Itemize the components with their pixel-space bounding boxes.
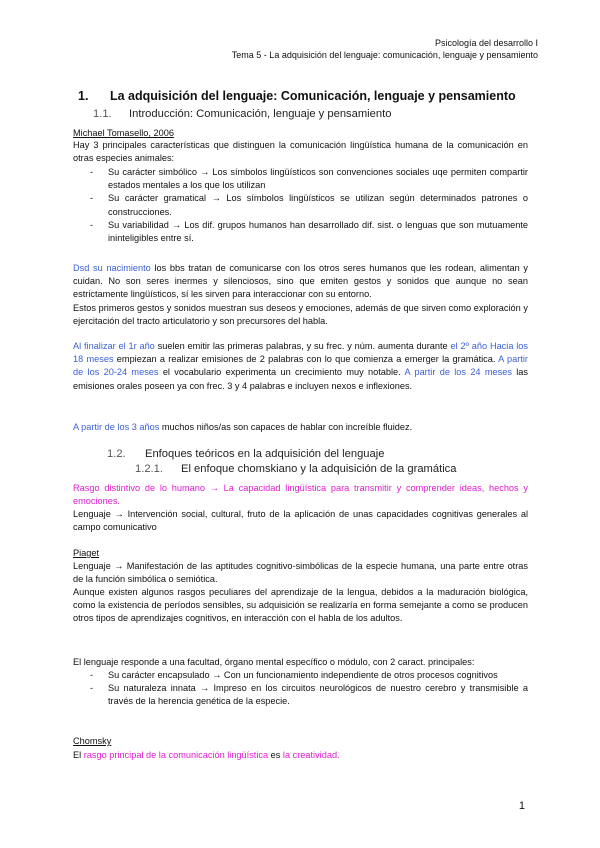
characteristics-list <box>73 669 528 709</box>
list-item: - Su naturaleza innata → Impreso en los circuitos neurológicos de nuestro cerebro y transmisible a través de la herencia genética de la especie. <box>90 683 528 707</box>
header-topic: Tema 5 - La adquisición del lenguaje: comunicación, lenguaje y pensamiento <box>231 50 538 60</box>
subsection-1-2-1-heading: 1.2.1. El enfoque chomskiano y la adquisición de la gramática <box>135 463 457 475</box>
faculty-paragraph: El lenguaje responde a una facultad, órgano mental específico o módulo, con 2 caract. principales: <box>73 657 475 667</box>
paragraph-3-years: A partir de los 3 años muchos niños/as son capaces de hablar con increíble fluidez. <box>73 422 413 432</box>
subsection-1-1-heading <box>93 108 391 120</box>
list-item: - Su carácter simbólico → Los símbolos lingüísticos son convenciones sociales uqe permiten compartir estados mentales a los que los utilizan <box>90 167 528 191</box>
paragraph-birth: Dsd su nacimiento los bbs tratan de comunicarse con los otros seres humanos que les rodean, alimentan y cuidan. No son seres inermes y silenciosos, sino que emiten gestos y sonidos que aunque no sean estrictamente lingüísticos, sí les sirven para interaccionar con su entorno. Estos primeros gestos y sonidos muestran sus deseos y emociones, además de que sirven como exploración y ejercitación del tracto articulatorio y son precursores del habla. <box>73 263 528 326</box>
subsection-title: Introducción: Comunicación, lenguaje y pensamiento <box>129 108 392 120</box>
highlight-birth: Dsd su nacimiento <box>73 263 151 273</box>
intro-paragraph: Hay 3 principales características que distinguen la comunicación lingüística humana de la comunicación en otras especies animales: <box>73 140 528 164</box>
list-item: - Su variabilidad → Los dif. grupos humanos han desarrollado dif. sist. o lenguas que son mutuamente ininteligibles entre sí. <box>90 219 528 244</box>
chomsky-heading: Chomsky <box>73 736 112 746</box>
piaget-definition: Lenguaje → Manifestación de las aptitudes cognitivo-simbólicas de la especie humana, una parte entre otras de la función simbólica o semiótica. <box>73 561 528 585</box>
section-1-heading <box>78 89 516 103</box>
page-number: 1 <box>518 800 525 812</box>
list-item: - Su carácter gramatical → Los símbolos lingüísticos se utilizan según determinados patrones o construcciones. <box>90 193 528 217</box>
piaget-heading: Piaget <box>73 548 100 558</box>
header-course: Psicología del desarrollo I <box>434 38 538 48</box>
features-list <box>73 166 528 245</box>
distinctive-trait: Rasgo distintivo de lo humano → La capacidad lingüística para transmitir y comprender ideas, hechos y emociones. <box>73 483 528 507</box>
paragraph-ages: Al finalizar el 1r año suelen emitir las primeras palabras, y su frec. y núm. aumenta durante el 2º año Hacia los 18 meses empiezan a realizar emisiones de 2 palabras con lo que comienza a emerger la gramática. A partir de los 20-24 meses el vocabulario experimenta un crecimiento muy notable. A partir de los 24 meses las emisiones orales poseen ya con frec. 3 y 4 palabras e incluyen nexos e inflexiones. <box>73 341 529 391</box>
chomsky-paragraph: El rasgo principal de la comunicación lingüística es la creatividad. <box>73 750 340 760</box>
subsection-number: 1.1. <box>93 108 112 120</box>
piaget-paragraph: Aunque existen algunos rasgos peculiares del aprendizaje de la lengua, debidos a la maduración biológica, como la existencia de períodos sensibles, su adquisición se realizaría en forma semejante a como se producen otros tipos de aprendizajes cognitivos, en interacción con el habla de los adultos. <box>73 587 528 624</box>
section-number: 1. <box>78 89 89 103</box>
list-item: - Su carácter encapsulado → Con un funcionamiento independiente de otros procesos cognitivos <box>90 670 498 680</box>
subsection-1-2-heading: 1.2. Enfoques teóricos en la adquisición del lenguaje <box>107 448 385 460</box>
section-title: La adquisición del lenguaje: Comunicación, lenguaje y pensamiento <box>110 89 516 103</box>
language-definition: Lenguaje → Intervención social, cultural, fruto de la aplicación de unas capacidades cognitivas generales al campo comunicativo <box>73 509 528 533</box>
author-name: Michael Tomasello, 2006 <box>73 128 174 138</box>
